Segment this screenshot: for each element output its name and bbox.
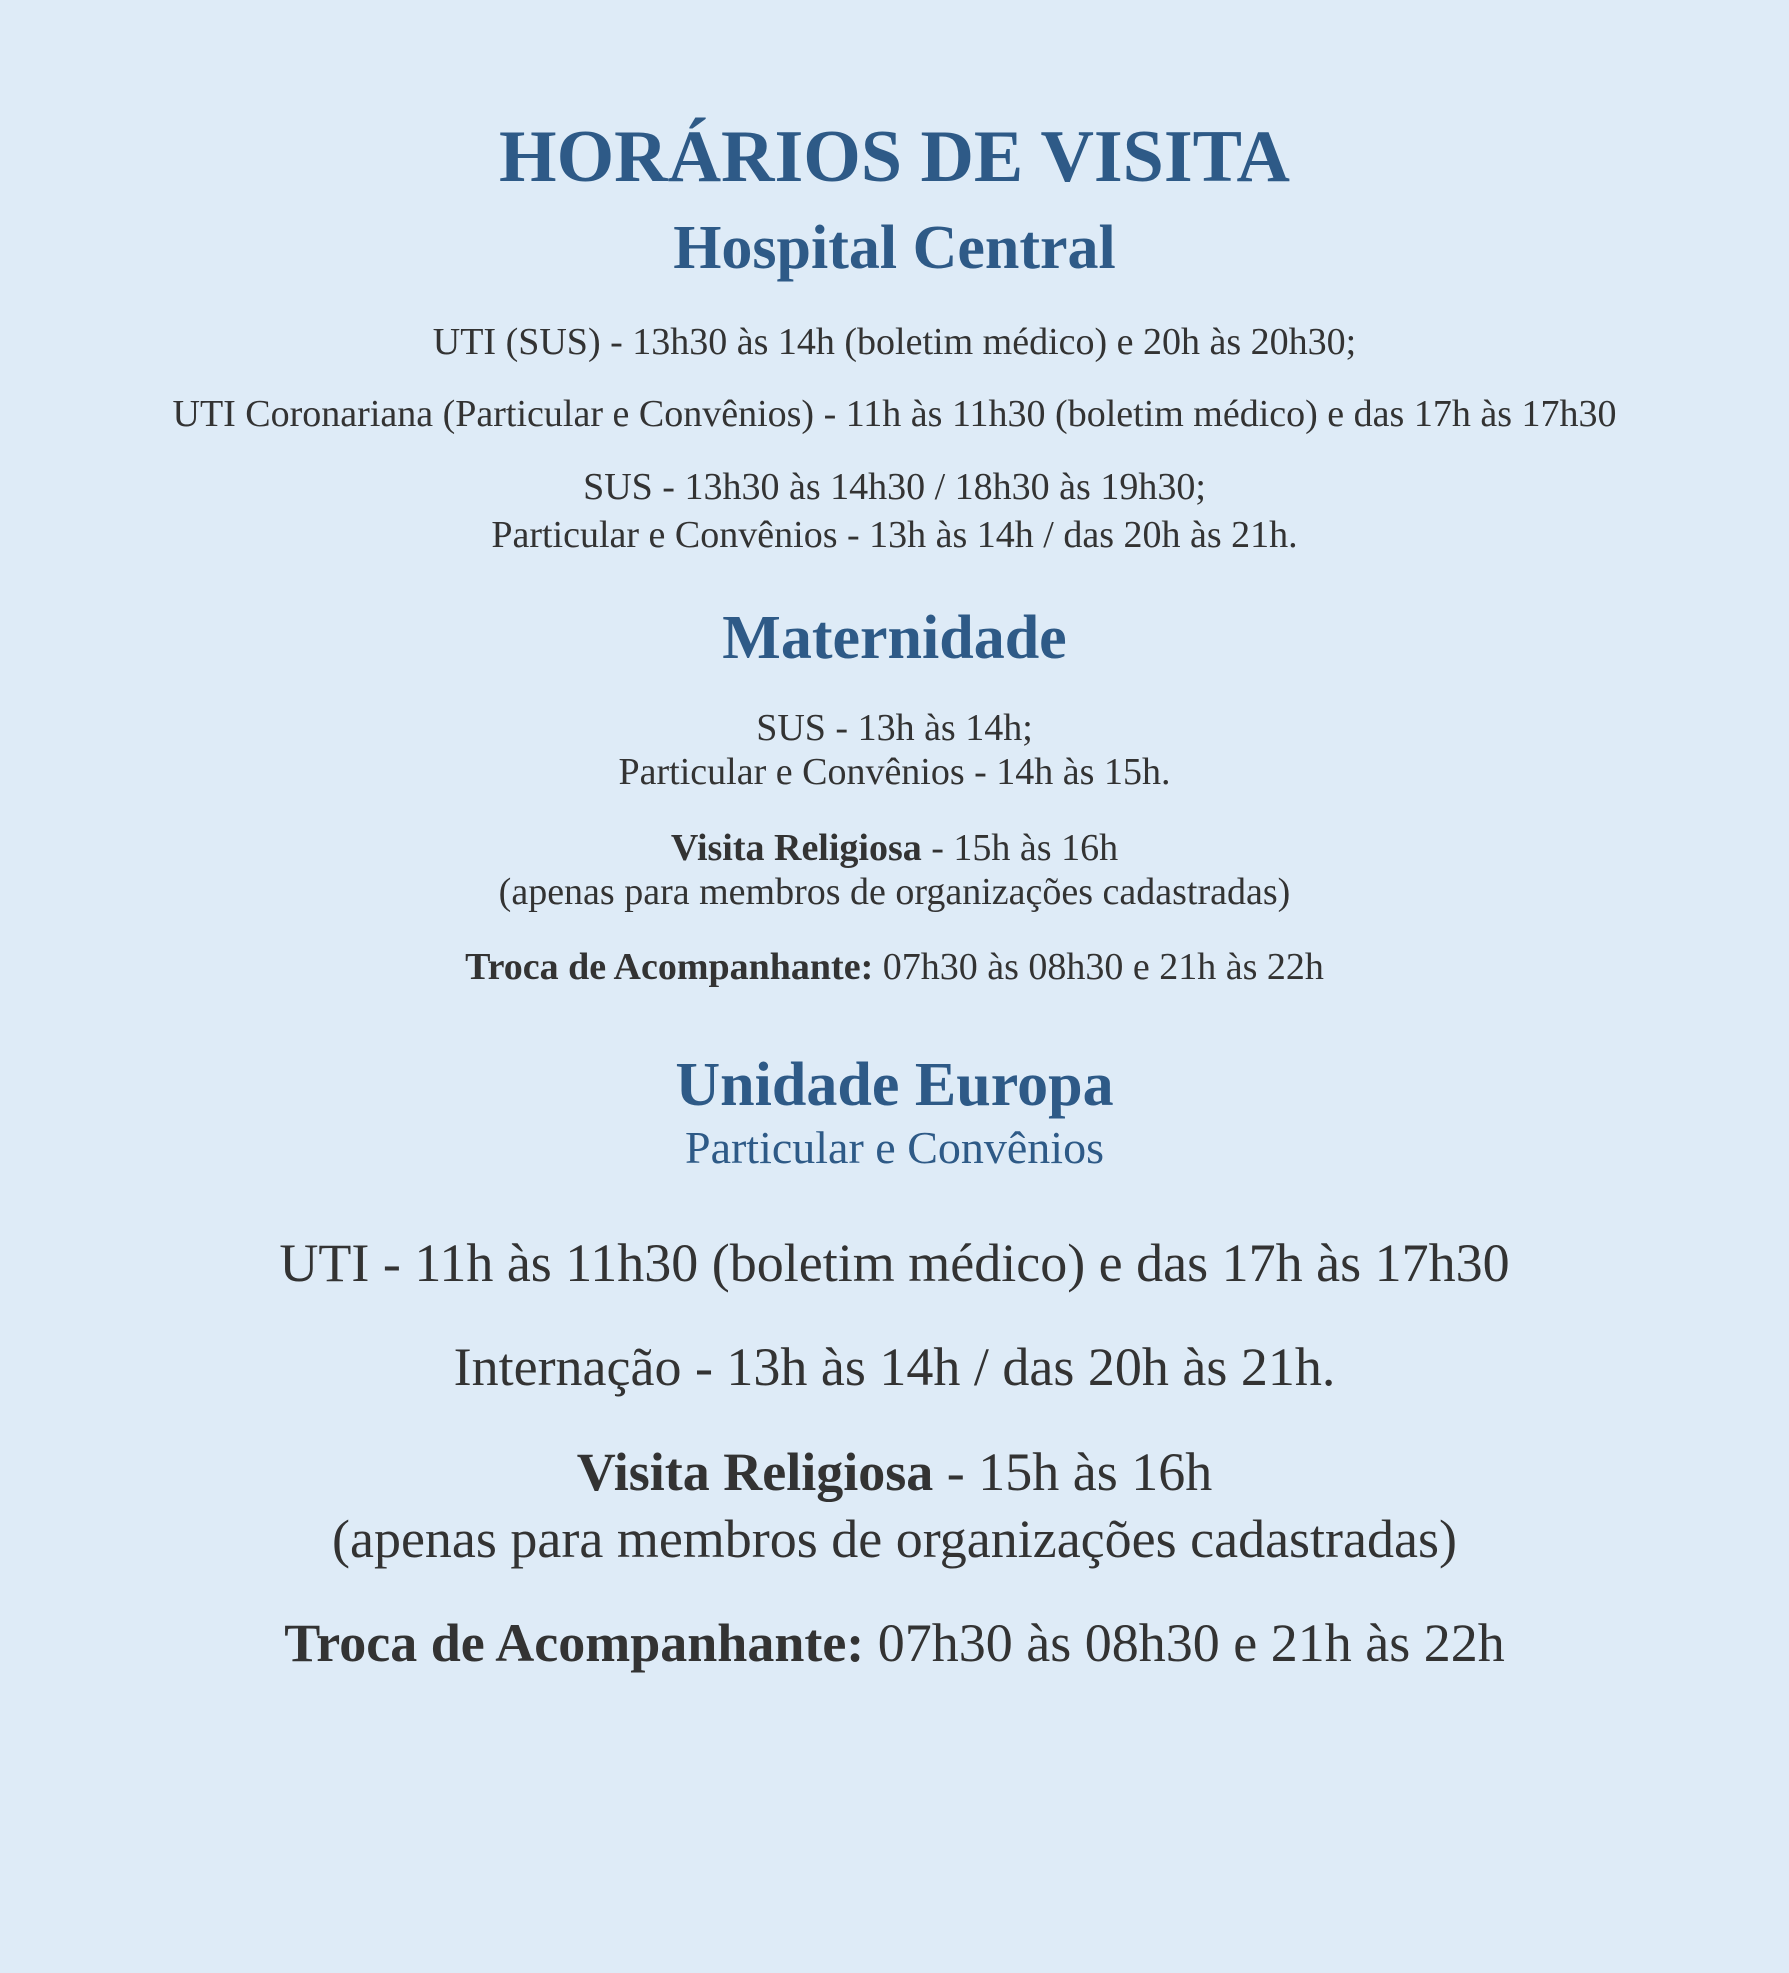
section-heading-unidade-europa: Unidade Europa xyxy=(675,1051,1114,1119)
unidade-europa-line-uti: UTI - 11h às 11h30 (boletim médico) e das 17h às 17h30 xyxy=(279,1233,1510,1293)
hospital-central-line-particular: Particular e Convênios - 13h às 14h / das 20h às 21h. xyxy=(491,514,1298,556)
maternidade-companion-label: Troca de Acompanhante: xyxy=(465,946,874,988)
unidade-europa-religious-visit xyxy=(0,1441,1789,1503)
maternidade-religious-visit xyxy=(0,826,1789,870)
maternidade-companion-time: 07h30 às 08h30 e 21h às 22h xyxy=(873,946,1324,988)
hospital-central-line-uti-coronariana: UTI Coronariana (Particular e Convênios) - 11h às 11h30 (boletim médico) e das 17h às 17h30 xyxy=(172,393,1617,435)
maternidade-companion-change xyxy=(0,945,1789,989)
section-heading-maternidade: Maternidade xyxy=(722,604,1067,672)
unidade-europa-religious-note: (apenas para membros de organizações cadastradas) xyxy=(332,1509,1457,1569)
unidade-europa-companion-time: 07h30 às 08h30 e 21h às 22h xyxy=(864,1613,1505,1673)
unidade-europa-religious-label: Visita Religiosa xyxy=(576,1442,934,1502)
hospital-central-line-sus: SUS - 13h30 às 14h30 / 18h30 às 19h30; xyxy=(583,466,1206,508)
maternidade-religious-time: - 15h às 16h xyxy=(921,827,1119,869)
maternidade-religious-label: Visita Religiosa xyxy=(670,827,922,869)
maternidade-line-particular: Particular e Convênios - 14h às 15h. xyxy=(618,751,1171,793)
unidade-europa-subheading: Particular e Convênios xyxy=(684,1122,1104,1173)
unidade-europa-companion-change xyxy=(0,1612,1789,1674)
section-heading-hospital-central: Hospital Central xyxy=(673,214,1116,282)
unidade-europa-companion-label: Troca de Acompanhante: xyxy=(284,1613,865,1673)
maternidade-religious-note: (apenas para membros de organizações cadastradas) xyxy=(498,871,1291,913)
hospital-central-line-uti-sus: UTI (SUS) - 13h30 às 14h (boletim médico) e 20h às 20h30; xyxy=(432,321,1357,363)
unidade-europa-line-internacao: Internação - 13h às 14h / das 20h às 21h. xyxy=(453,1337,1336,1397)
maternidade-line-sus: SUS - 13h às 14h; xyxy=(756,707,1033,749)
page-title: HORÁRIOS DE VISITA xyxy=(499,116,1290,198)
unidade-europa-religious-time: - 15h às 16h xyxy=(933,1442,1213,1502)
